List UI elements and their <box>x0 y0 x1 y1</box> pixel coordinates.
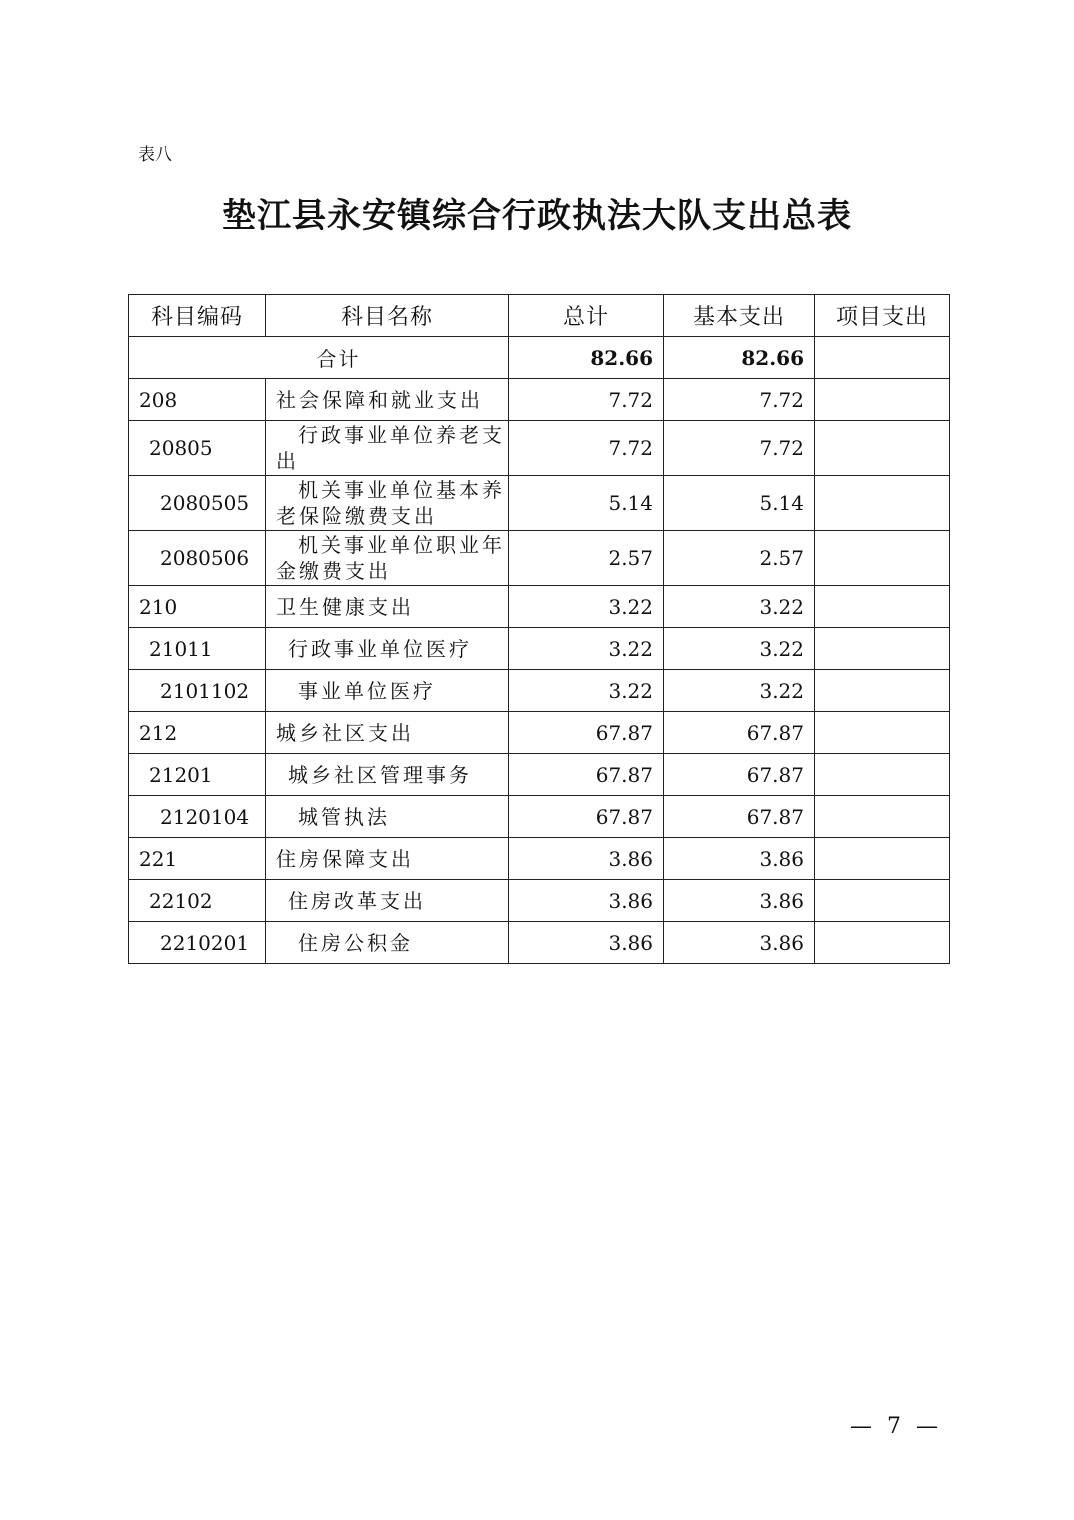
total-cell: 82.66 <box>509 337 664 379</box>
name-text: 住房公积金 <box>298 930 413 955</box>
header-total: 总计 <box>509 295 664 337</box>
project-cell <box>815 421 950 476</box>
basic-cell: 5.14 <box>664 476 815 531</box>
name-cell: 社会保障和就业支出 <box>266 379 509 421</box>
total-cell: 67.87 <box>509 754 664 796</box>
name-cell <box>266 476 509 531</box>
project-cell <box>815 670 950 712</box>
code-cell: 221 <box>129 838 266 880</box>
header-code: 科目编码 <box>129 295 266 337</box>
total-cell: 7.72 <box>509 379 664 421</box>
code-cell: 21011 <box>129 628 266 670</box>
project-cell <box>815 838 950 880</box>
name-cell <box>266 796 509 838</box>
basic-cell: 3.22 <box>664 670 815 712</box>
code-cell: 2101102 <box>129 670 266 712</box>
basic-cell: 67.87 <box>664 754 815 796</box>
code-cell: 208 <box>129 379 266 421</box>
table-row <box>129 922 950 964</box>
code-cell: 21201 <box>129 754 266 796</box>
total-cell: 2.57 <box>509 531 664 586</box>
basic-cell: 67.87 <box>664 712 815 754</box>
name-text: 事业单位医疗 <box>298 678 436 703</box>
code-cell: 2080506 <box>129 531 266 586</box>
basic-cell: 3.22 <box>664 586 815 628</box>
code-cell: 212 <box>129 712 266 754</box>
total-cell: 3.86 <box>509 880 664 922</box>
name-text: 机关事业单位基本养老保险缴费支出 <box>276 478 505 528</box>
project-cell <box>815 628 950 670</box>
basic-cell: 67.87 <box>664 796 815 838</box>
name-cell <box>266 670 509 712</box>
table-row <box>129 379 950 421</box>
total-cell: 67.87 <box>509 796 664 838</box>
name-cell: 卫生健康支出 <box>266 586 509 628</box>
name-cell: 住房保障支出 <box>266 838 509 880</box>
code-cell: 2120104 <box>129 796 266 838</box>
table-label: 表八 <box>138 145 172 165</box>
total-cell: 3.22 <box>509 670 664 712</box>
project-cell <box>815 796 950 838</box>
total-cell: 3.22 <box>509 628 664 670</box>
page-number: — 7 — <box>850 1414 942 1439</box>
code-cell: 20805 <box>129 421 266 476</box>
total-cell: 3.86 <box>509 838 664 880</box>
total-cell: 5.14 <box>509 476 664 531</box>
basic-cell: 7.72 <box>664 379 815 421</box>
project-cell <box>815 754 950 796</box>
project-cell <box>815 586 950 628</box>
table-header-row <box>129 295 950 337</box>
table-row <box>129 476 950 531</box>
project-cell <box>815 712 950 754</box>
basic-cell: 82.66 <box>664 337 815 379</box>
table-row <box>129 531 950 586</box>
basic-cell: 3.86 <box>664 922 815 964</box>
table-row <box>129 712 950 754</box>
header-project: 项目支出 <box>815 295 950 337</box>
table-row <box>129 628 950 670</box>
header-name: 科目名称 <box>266 295 509 337</box>
name-text: 机关事业单位职业年金缴费支出 <box>276 533 505 583</box>
total-row <box>129 337 950 379</box>
name-cell: 行政事业单位医疗 <box>266 628 509 670</box>
code-cell: 22102 <box>129 880 266 922</box>
table-row <box>129 586 950 628</box>
total-cell: 67.87 <box>509 712 664 754</box>
basic-cell: 3.86 <box>664 880 815 922</box>
name-text: 行政事业单位养老支出 <box>276 423 505 473</box>
basic-cell: 3.86 <box>664 838 815 880</box>
code-cell: 210 <box>129 586 266 628</box>
total-cell: 3.86 <box>509 922 664 964</box>
basic-cell: 7.72 <box>664 421 815 476</box>
document-title: 垫江县永安镇综合行政执法大队支出总表 <box>222 196 852 236</box>
name-cell: 城乡社区支出 <box>266 712 509 754</box>
name-cell <box>266 421 509 476</box>
table-row <box>129 670 950 712</box>
name-text: 城管执法 <box>298 804 390 829</box>
table-row <box>129 796 950 838</box>
table-row <box>129 421 950 476</box>
total-cell: 3.22 <box>509 586 664 628</box>
project-cell <box>815 922 950 964</box>
basic-cell: 2.57 <box>664 531 815 586</box>
header-basic: 基本支出 <box>664 295 815 337</box>
name-cell <box>266 531 509 586</box>
code-cell: 2080505 <box>129 476 266 531</box>
project-cell <box>815 531 950 586</box>
project-cell <box>815 476 950 531</box>
project-cell <box>815 337 950 379</box>
total-cell: 7.72 <box>509 421 664 476</box>
project-cell <box>815 880 950 922</box>
name-cell <box>266 922 509 964</box>
code-cell: 2210201 <box>129 922 266 964</box>
total-label: 合计 <box>129 337 509 379</box>
expenditure-table <box>128 294 950 964</box>
table-row <box>129 838 950 880</box>
table-row <box>129 880 950 922</box>
basic-cell: 3.22 <box>664 628 815 670</box>
project-cell <box>815 379 950 421</box>
name-cell: 城乡社区管理事务 <box>266 754 509 796</box>
table-row <box>129 754 950 796</box>
name-cell: 住房改革支出 <box>266 880 509 922</box>
